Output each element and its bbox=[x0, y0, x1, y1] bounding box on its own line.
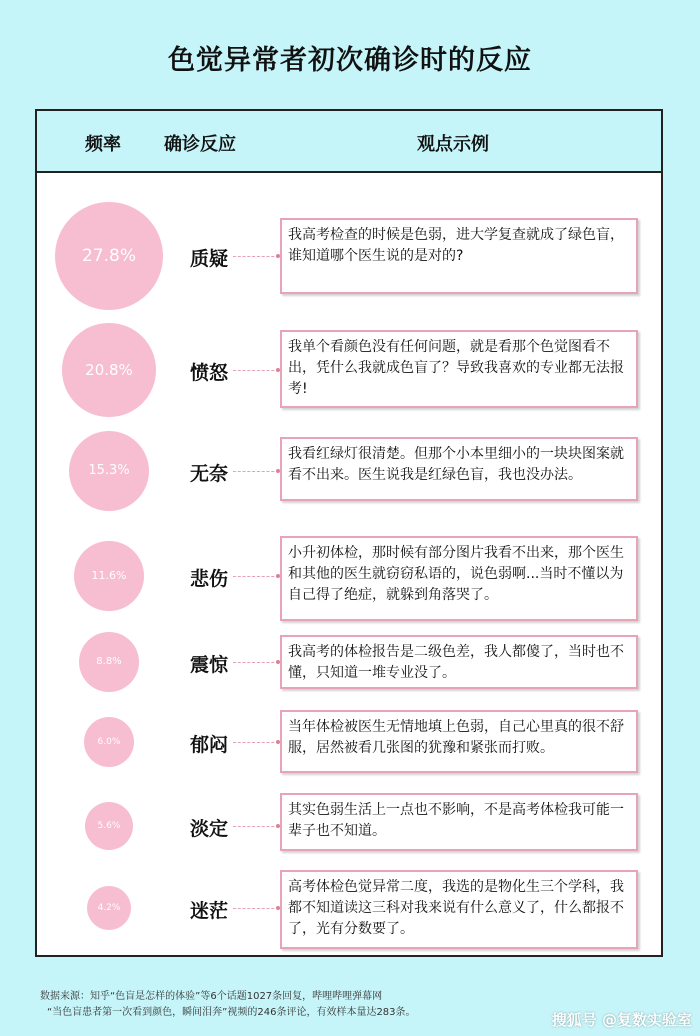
connector-line bbox=[233, 576, 279, 577]
connector-line bbox=[233, 370, 279, 371]
frequency-bubble bbox=[62, 323, 155, 416]
reaction-label: 淡定 bbox=[189, 818, 228, 840]
quote-box: 其实色弱生活上一点也不影响，不是高考体检我可能一辈子也不知道。 bbox=[280, 793, 638, 851]
quote-box: 我看红绿灯很清楚。但那个小本里细小的一块块图案就看不出来。医生说我是红绿色盲，我也没办法。 bbox=[280, 437, 638, 501]
rows-container bbox=[37, 111, 661, 955]
chart-panel bbox=[35, 109, 663, 957]
quote-box: 高考体检色觉异常二度，我选的是物化生三个学科，我都不知道读这三科对我来说有什么意义了，什么都报不了，光有分数要了。 bbox=[280, 870, 638, 949]
header-freq: 频率 bbox=[85, 134, 121, 155]
frequency-bubble bbox=[79, 632, 140, 693]
frequency-label: 15.3% bbox=[88, 463, 130, 479]
frequency-bubble bbox=[87, 886, 131, 930]
frequency-label: 20.8% bbox=[85, 360, 133, 379]
connector-line bbox=[233, 742, 279, 743]
footer-source-line2: “当色盲患者第一次看到颜色，瞬间泪奔”视频的246条评论，有效样本量达283条。 bbox=[47, 1007, 416, 1018]
reaction-label: 无奈 bbox=[189, 463, 228, 485]
reaction-label: 悲伤 bbox=[189, 568, 228, 590]
quote-box: 小升初体检，那时候有部分图片我看不出来，那个医生和其他的医生就窃窃私语的，说色弱啊...当时不懂以为自己得了绝症，就躲到角落哭了。 bbox=[280, 536, 638, 621]
frequency-label: 6.0% bbox=[97, 736, 121, 747]
quote-box: 当年体检被医生无情地填上色弱，自己心里真的很不舒服，居然被看几张图的犹豫和紧张而打败。 bbox=[280, 710, 638, 773]
reaction-label: 愤怒 bbox=[189, 362, 228, 384]
reaction-label: 震惊 bbox=[189, 654, 228, 676]
frequency-bubble bbox=[85, 802, 133, 850]
frequency-label: 27.8% bbox=[81, 246, 136, 266]
connector-line bbox=[233, 662, 279, 663]
connector-line bbox=[233, 826, 279, 827]
header-example: 观点示例 bbox=[417, 134, 489, 155]
reaction-label: 郁闷 bbox=[189, 734, 228, 756]
watermark: 搜狐号 @复数实验室 bbox=[551, 1011, 692, 1029]
connector-line bbox=[233, 908, 279, 909]
frequency-bubble bbox=[55, 202, 163, 310]
quote-box: 我高考检查的时候是色弱，进大学复查就成了绿色盲，谁知道哪个医生说的是对的? bbox=[280, 218, 638, 294]
page-title: 色觉异常者初次确诊时的反应 bbox=[168, 45, 532, 76]
footer-source-line1: 数据来源：知乎“色盲是怎样的体验”等6个话题1027条回复，哔哩哔哩弹幕网 bbox=[40, 991, 383, 1002]
frequency-label: 8.8% bbox=[96, 656, 122, 668]
reaction-label: 质疑 bbox=[189, 248, 228, 270]
frequency-bubble bbox=[84, 717, 134, 767]
header-reaction: 确诊反应 bbox=[164, 134, 236, 155]
connector-line bbox=[233, 471, 279, 472]
quote-box: 我高考的体检报告是二级色差，我人都傻了，当时也不懂，只知道一堆专业没了。 bbox=[280, 635, 638, 689]
frequency-label: 5.6% bbox=[97, 820, 121, 831]
connector-line bbox=[233, 256, 279, 257]
reaction-label: 迷茫 bbox=[189, 900, 228, 922]
frequency-bubble bbox=[69, 431, 149, 511]
frequency-label: 4.2% bbox=[97, 903, 121, 913]
frequency-label: 11.6% bbox=[91, 569, 127, 583]
frequency-bubble bbox=[74, 541, 144, 611]
quote-box: 我单个看颜色没有任何问题，就是看那个色觉图看不出，凭什么我就成色盲了？导致我喜欢的专业都无法报考! bbox=[280, 330, 638, 408]
